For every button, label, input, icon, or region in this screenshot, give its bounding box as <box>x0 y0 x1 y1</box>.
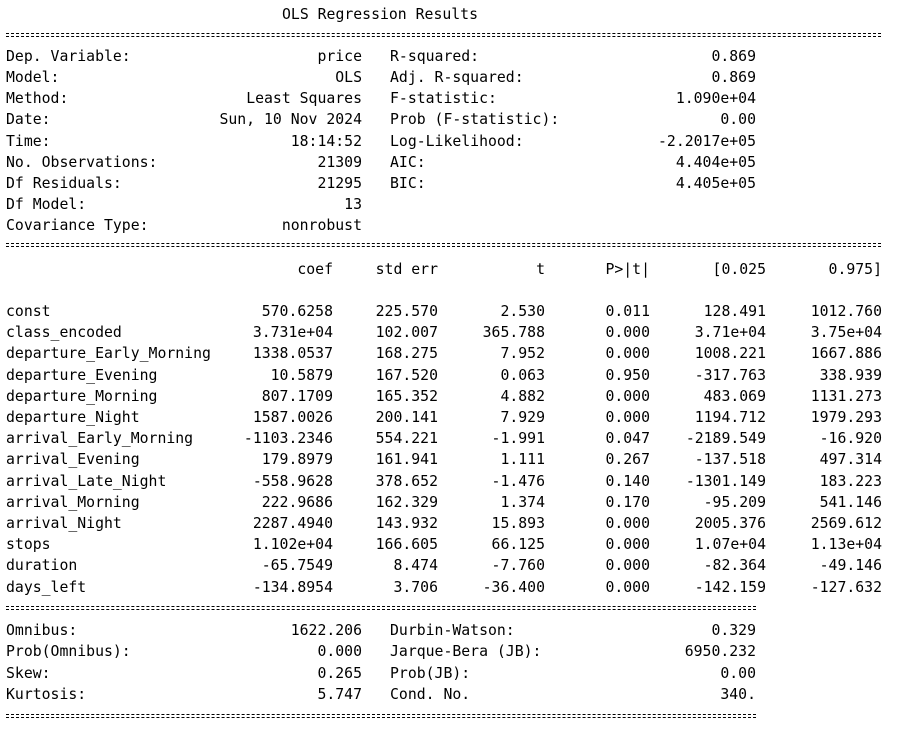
cell-p: 0.000 <box>605 557 650 575</box>
diagnostic-label: Durbin-Watson: <box>390 622 515 639</box>
cell-t: 7.952 <box>500 345 545 363</box>
cell-t: 1.111 <box>500 451 545 469</box>
cell-coef: -1103.2346 <box>243 430 333 448</box>
cell-std-err: 165.352 <box>375 387 438 405</box>
summary-value: 0.869 <box>711 69 756 87</box>
summary-row <box>6 88 886 109</box>
table-row <box>6 386 886 407</box>
summary-label: Df Model: <box>6 196 87 214</box>
diagnostic-value: 1622.206 <box>290 622 362 639</box>
diagnostics-row <box>6 684 886 705</box>
cell-hi: 3.75e+04 <box>810 324 882 342</box>
variable-name: arrival_Evening <box>6 451 140 469</box>
cell-lo: 1008.221 <box>694 345 766 363</box>
diagnostics-row <box>6 620 886 641</box>
cell-coef: 10.5879 <box>270 366 333 384</box>
variable-name: const <box>6 303 51 320</box>
summary-value: OLS <box>335 69 362 87</box>
cell-p: 0.950 <box>605 366 650 384</box>
variable-name: stops <box>6 536 51 554</box>
diagnostics-row <box>6 663 886 684</box>
cell-std-err: 225.570 <box>375 303 438 320</box>
summary-row <box>6 109 886 130</box>
variable-name: duration <box>6 557 78 575</box>
cell-hi: -49.146 <box>819 557 882 575</box>
cell-hi: -127.632 <box>810 578 882 596</box>
summary-label: Method: <box>6 90 69 108</box>
cell-lo: 1.07e+04 <box>694 536 766 554</box>
column-header: std err <box>375 261 438 278</box>
cell-t: -1.476 <box>491 472 545 490</box>
diagnostic-label: Prob(Omnibus): <box>6 643 131 661</box>
diagnostic-value: 0.000 <box>317 643 362 661</box>
cell-lo: -317.763 <box>694 366 766 384</box>
diagnostic-value: 0.265 <box>317 664 362 682</box>
cell-coef: 1.102e+04 <box>252 536 333 554</box>
table-row <box>6 343 886 364</box>
table-row <box>6 577 886 598</box>
table-row <box>6 407 886 428</box>
cell-t: 4.882 <box>500 387 545 405</box>
summary-value: -2.2017e+05 <box>658 132 756 150</box>
cell-std-err: 168.275 <box>375 345 438 363</box>
cell-p: 0.000 <box>605 387 650 405</box>
cell-coef: 2287.4940 <box>252 515 333 532</box>
cell-lo: -2189.549 <box>685 430 766 448</box>
summary-value: 18:14:52 <box>290 132 362 150</box>
table-row <box>6 555 886 576</box>
cell-std-err: 554.221 <box>375 430 438 448</box>
cell-lo: -1301.149 <box>685 472 766 490</box>
cell-t: 15.893 <box>491 515 545 532</box>
variable-name: departure_Night <box>6 409 140 426</box>
summary-label: Covariance Type: <box>6 217 149 235</box>
variable-name: departure_Evening <box>6 366 158 384</box>
cell-hi: 338.939 <box>819 366 882 384</box>
variable-name: arrival_Night <box>6 515 122 532</box>
cell-std-err: 161.941 <box>375 451 438 469</box>
summary-label: No. Observations: <box>6 153 158 171</box>
summary-label: Time: <box>6 132 51 150</box>
double-rule <box>6 606 756 612</box>
column-header: [0.025 <box>712 261 766 278</box>
cell-coef: 807.1709 <box>261 387 333 405</box>
cell-p: 0.170 <box>605 493 650 511</box>
summary-row <box>6 46 886 67</box>
cell-lo: -137.518 <box>694 451 766 469</box>
summary-value: 0.869 <box>711 48 756 65</box>
page-title: OLS Regression Results <box>282 6 478 23</box>
cell-std-err: 162.329 <box>375 493 438 511</box>
cell-p: 0.000 <box>605 536 650 554</box>
cell-lo: 483.069 <box>703 387 766 405</box>
double-rule <box>6 243 881 249</box>
summary-label: F-statistic: <box>390 90 497 108</box>
summary-label: Model: <box>6 69 60 87</box>
table-row <box>6 449 886 470</box>
coef-table-header <box>6 259 886 280</box>
cell-std-err: 8.474 <box>393 557 438 575</box>
cell-coef: 179.8979 <box>261 451 333 469</box>
table-row <box>6 492 886 513</box>
cell-t: 1.374 <box>500 493 545 511</box>
summary-row <box>6 173 886 194</box>
table-row <box>6 513 886 534</box>
variable-name: departure_Morning <box>6 387 158 405</box>
diagnostics-row <box>6 641 886 662</box>
variable-name: class_encoded <box>6 324 122 342</box>
diagnostic-value: 0.329 <box>711 622 756 639</box>
diagnostic-label: Jarque-Bera (JB): <box>390 643 542 661</box>
summary-value: 0.00 <box>720 111 756 129</box>
cell-t: 7.929 <box>500 409 545 426</box>
cell-hi: 2569.612 <box>810 515 882 532</box>
cell-std-err: 166.605 <box>375 536 438 554</box>
summary-label: Log-Likelihood: <box>390 132 524 150</box>
summary-label: R-squared: <box>390 48 480 65</box>
cell-std-err: 378.652 <box>375 472 438 490</box>
cell-coef: 222.9686 <box>261 493 333 511</box>
variable-name: arrival_Early_Morning <box>6 430 194 448</box>
summary-label: AIC: <box>390 153 426 171</box>
cell-std-err: 102.007 <box>375 324 438 342</box>
cell-p: 0.000 <box>605 409 650 426</box>
cell-std-err: 200.141 <box>375 409 438 426</box>
double-rule <box>6 714 756 720</box>
cell-coef: -134.8954 <box>252 578 333 596</box>
diagnostic-label: Omnibus: <box>6 622 78 639</box>
summary-row <box>6 152 886 173</box>
cell-hi: 1979.293 <box>810 409 882 426</box>
diagnostic-value: 6950.232 <box>684 643 756 661</box>
summary-label: Date: <box>6 111 51 129</box>
summary-value: Least Squares <box>246 90 362 108</box>
cell-p: 0.000 <box>605 515 650 532</box>
summary-value: 21309 <box>317 153 362 171</box>
summary-value: 1.090e+04 <box>675 90 756 108</box>
cell-hi: 183.223 <box>819 472 882 490</box>
cell-std-err: 143.932 <box>375 515 438 532</box>
cell-t: 66.125 <box>491 536 545 554</box>
cell-lo: 1194.712 <box>694 409 766 426</box>
variable-name: arrival_Late_Night <box>6 472 167 490</box>
summary-value: 13 <box>344 196 362 214</box>
cell-t: -1.991 <box>491 430 545 448</box>
double-rule <box>6 33 881 39</box>
cell-hi: 541.146 <box>819 493 882 511</box>
cell-coef: 1587.0026 <box>252 409 333 426</box>
cell-t: 365.788 <box>482 324 545 342</box>
cell-lo: 128.491 <box>703 303 766 320</box>
cell-coef: 3.731e+04 <box>252 324 333 342</box>
cell-p: 0.047 <box>605 430 650 448</box>
cell-coef: -65.7549 <box>261 557 333 575</box>
cell-std-err: 167.520 <box>375 366 438 384</box>
summary-label: BIC: <box>390 174 426 192</box>
cell-t: 0.063 <box>500 366 545 384</box>
cell-p: 0.011 <box>605 303 650 320</box>
column-header: P>|t| <box>605 261 650 278</box>
cell-p: 0.267 <box>605 451 650 469</box>
cell-t: -7.760 <box>491 557 545 575</box>
summary-value: nonrobust <box>281 217 362 235</box>
summary-label: Adj. R-squared: <box>390 69 524 87</box>
variable-name: arrival_Morning <box>6 493 140 511</box>
summary-row <box>6 67 886 88</box>
table-row <box>6 428 886 449</box>
diagnostic-value: 340. <box>720 685 756 703</box>
cell-coef: -558.9628 <box>252 472 333 490</box>
cell-coef: 570.6258 <box>261 303 333 320</box>
diagnostic-label: Skew: <box>6 664 51 682</box>
diagnostic-value: 5.747 <box>317 685 362 703</box>
cell-t: -36.400 <box>482 578 545 596</box>
cell-lo: 2005.376 <box>694 515 766 532</box>
summary-value: 21295 <box>317 174 362 192</box>
summary-value: 4.404e+05 <box>675 153 756 171</box>
cell-coef: 1338.0537 <box>252 345 333 363</box>
variable-name: departure_Early_Morning <box>6 345 211 363</box>
summary-label: Df Residuals: <box>6 174 122 192</box>
cell-lo: -95.209 <box>703 493 766 511</box>
table-row <box>6 365 886 386</box>
diagnostic-label: Prob(JB): <box>390 664 471 682</box>
cell-hi: -16.920 <box>819 430 882 448</box>
cell-lo: -142.159 <box>694 578 766 596</box>
cell-p: 0.140 <box>605 472 650 490</box>
summary-label: Dep. Variable: <box>6 48 131 65</box>
diagnostic-value: 0.00 <box>720 664 756 682</box>
table-row <box>6 534 886 555</box>
cell-hi: 497.314 <box>819 451 882 469</box>
summary-label: Prob (F-statistic): <box>390 111 560 129</box>
table-row <box>6 322 886 343</box>
column-header: 0.975] <box>828 261 882 278</box>
summary-row <box>6 194 886 215</box>
column-header: t <box>536 261 545 278</box>
variable-name: days_left <box>6 578 87 596</box>
column-header: coef <box>297 261 333 278</box>
cell-hi: 1.13e+04 <box>810 536 882 554</box>
diagnostic-label: Kurtosis: <box>6 685 87 703</box>
cell-p: 0.000 <box>605 345 650 363</box>
cell-t: 2.530 <box>500 303 545 320</box>
summary-row <box>6 131 886 152</box>
table-row <box>6 471 886 492</box>
cell-p: 0.000 <box>605 324 650 342</box>
cell-hi: 1012.760 <box>810 303 882 320</box>
cell-std-err: 3.706 <box>393 578 438 596</box>
cell-lo: 3.71e+04 <box>694 324 766 342</box>
cell-p: 0.000 <box>605 578 650 596</box>
table-row <box>6 301 886 322</box>
diagnostic-label: Cond. No. <box>390 685 471 703</box>
cell-hi: 1667.886 <box>810 345 882 363</box>
cell-hi: 1131.273 <box>810 387 882 405</box>
summary-value: 4.405e+05 <box>675 174 756 192</box>
summary-row <box>6 215 886 236</box>
summary-value: price <box>317 48 362 65</box>
summary-value: Sun, 10 Nov 2024 <box>219 111 362 129</box>
cell-lo: -82.364 <box>703 557 766 575</box>
